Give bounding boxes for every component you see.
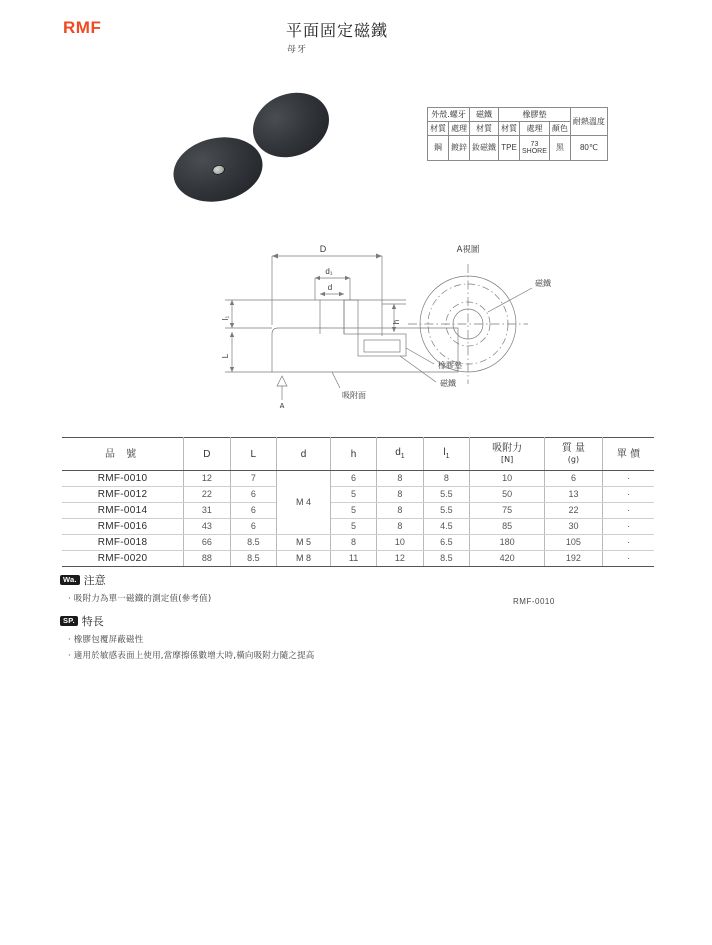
spec-group-rubber: 橡膠墊	[499, 108, 571, 122]
table-row[interactable]	[62, 471, 654, 487]
feature-heading	[60, 613, 480, 629]
cell-l1: 8.5	[423, 551, 470, 567]
cell-L: 6	[230, 487, 277, 503]
dim-label-d1: d₁	[325, 267, 333, 276]
spec-group-housing: 外殼.螺牙	[428, 108, 470, 122]
cell-D: 12	[184, 471, 230, 487]
cell-l1: 4.5	[423, 519, 470, 535]
cell-code: RMF-0010	[62, 471, 184, 487]
column-header-mass: 質 量 (g)	[544, 438, 602, 471]
cell-price: ·	[602, 487, 654, 503]
spec-sub-magnet-material: 材質	[470, 122, 499, 136]
cell-force: 180	[470, 535, 545, 551]
column-header-code: 品 號	[62, 438, 184, 471]
spec-value-rubber-treatment	[520, 136, 550, 161]
threaded-hub-icon	[211, 163, 226, 175]
spec-sub-rubber-treatment: 處理	[520, 122, 550, 136]
spec-sub-housing-treatment: 處理	[449, 122, 470, 136]
cell-code: RMF-0016	[62, 519, 184, 535]
column-header-h: h	[330, 438, 376, 471]
cell-code: RMF-0014	[62, 503, 184, 519]
dim-label-l1: l₁	[221, 315, 230, 321]
a-view-label-magnet: 磁鐵	[535, 279, 551, 288]
page-title: 平面固定磁鐵	[286, 21, 389, 40]
column-header-price: 單 價	[602, 438, 654, 471]
warning-item: · 吸附力為單一磁鐵的測定值(參考值)	[68, 594, 212, 604]
page-subtitle: 母牙	[287, 45, 308, 55]
cell-mass: 192	[544, 551, 602, 567]
product-series-logo: RMF	[63, 18, 102, 37]
cell-price: ·	[602, 535, 654, 551]
cell-mass: 22	[544, 503, 602, 519]
cell-force: 50	[470, 487, 545, 503]
feature-title: 特長	[81, 615, 104, 628]
feature-item: · 橡膠包覆屏蔽磁性	[68, 635, 144, 645]
spec-sub-rubber-material: 材質	[499, 122, 520, 136]
spec-value-magnet-material: 釹磁鐵	[470, 136, 499, 161]
column-header-D: D	[184, 438, 230, 471]
cell-h: 5	[330, 519, 376, 535]
cell-d1: 8	[377, 519, 423, 535]
a-view-title: A視圖	[456, 245, 480, 255]
cell-force: 85	[470, 519, 545, 535]
cell-d1: 8	[377, 471, 423, 487]
cell-L: 8.5	[230, 551, 277, 567]
cell-price: ·	[602, 519, 654, 535]
rubber-hardness-number: 73	[530, 140, 539, 148]
cell-L: 6	[230, 519, 277, 535]
cell-code: RMF-0020	[62, 551, 184, 567]
spec-value-rubber-material: TPE	[499, 136, 520, 161]
cell-L: 8.5	[230, 535, 277, 551]
cell-mass: 13	[544, 487, 602, 503]
cell-D: 31	[184, 503, 230, 519]
cell-price: ·	[602, 551, 654, 567]
table-row[interactable]	[62, 551, 654, 567]
cell-mass: 30	[544, 519, 602, 535]
cell-d1: 8	[377, 503, 423, 519]
cell-D: 66	[184, 535, 230, 551]
spec-group-magnet: 磁鐵	[470, 108, 499, 122]
cell-force: 420	[470, 551, 545, 567]
cell-code: RMF-0012	[62, 487, 184, 503]
magnet-disc-front	[167, 129, 268, 209]
cell-d1: 8	[377, 487, 423, 503]
column-header-d: d	[277, 438, 331, 471]
rubber-hardness-unit: SHORE	[522, 148, 547, 155]
cell-l1: 8	[423, 471, 470, 487]
spec-value-rubber-color: 黑	[549, 136, 570, 161]
cell-d1: 10	[377, 535, 423, 551]
column-header-force: 吸附力 [N]	[470, 438, 545, 471]
cell-h: 6	[330, 471, 376, 487]
cell-L: 7	[230, 471, 277, 487]
section-marker-A: A	[279, 402, 285, 408]
cell-h: 11	[330, 551, 376, 567]
cell-d1: 12	[377, 551, 423, 567]
cell-mass: 105	[544, 535, 602, 551]
drawing-caption: RMF-0010	[513, 597, 555, 606]
warning-badge-icon: Wa.	[60, 575, 80, 585]
cell-thread-m8: M 8	[277, 551, 331, 567]
feature-badge-icon: SP.	[60, 616, 78, 626]
cell-thread-m4: M 4	[277, 471, 331, 535]
a-view-drawing	[408, 264, 532, 384]
dim-label-d: d	[327, 283, 333, 292]
spec-value-housing-material: 鋼	[428, 136, 449, 161]
cell-code: RMF-0018	[62, 535, 184, 551]
table-row[interactable]	[62, 519, 654, 535]
label-rubber-pad: 橡膠墊	[438, 361, 462, 370]
feature-item: · 適用於敏感表面上使用,當摩擦係數增大時,橫向吸附力隨之提高	[68, 651, 315, 661]
cell-D: 22	[184, 487, 230, 503]
table-row[interactable]	[62, 487, 654, 503]
column-header-d1: $d_1$	[377, 438, 423, 471]
cell-force: 75	[470, 503, 545, 519]
dim-label-L: L	[221, 353, 230, 359]
cell-l1: 6.5	[423, 535, 470, 551]
table-row[interactable]	[62, 535, 654, 551]
cell-h: 5	[330, 487, 376, 503]
cell-price: ·	[602, 503, 654, 519]
dim-label-h: h	[392, 319, 401, 325]
cell-h: 8	[330, 535, 376, 551]
label-attract-surface: 吸附面	[342, 391, 366, 400]
table-header-row	[62, 438, 654, 471]
column-header-L: L	[230, 438, 277, 471]
material-spec-table	[427, 107, 608, 161]
cell-price: ·	[602, 471, 654, 487]
cell-l1: 5.5	[423, 487, 470, 503]
cell-thread-m5: M 5	[277, 535, 331, 551]
table-row[interactable]	[62, 503, 654, 519]
label-magnet: 磁鐵	[440, 379, 456, 388]
spec-sub-rubber-color: 顏色	[549, 122, 570, 136]
cell-mass: 6	[544, 471, 602, 487]
product-photo	[160, 92, 350, 207]
spec-group-heat: 耐熱溫度	[570, 108, 607, 136]
cell-l1: 5.5	[423, 503, 470, 519]
dim-label-D: D	[319, 244, 327, 254]
cell-D: 43	[184, 519, 230, 535]
dimension-table	[62, 437, 654, 567]
column-header-l1: $l_1$	[423, 438, 470, 471]
notes-section	[60, 570, 480, 661]
spec-sub-housing-material: 材質	[428, 122, 449, 136]
cell-force: 10	[470, 471, 545, 487]
spec-value-heat-resistance: 80℃	[570, 136, 607, 161]
cell-h: 5	[330, 503, 376, 519]
technical-drawing	[210, 228, 610, 408]
warning-heading	[60, 572, 480, 588]
cell-D: 88	[184, 551, 230, 567]
cell-L: 6	[230, 503, 277, 519]
spec-value-housing-treatment: 鍍鋅	[449, 136, 470, 161]
warning-title: 注意	[83, 574, 106, 587]
